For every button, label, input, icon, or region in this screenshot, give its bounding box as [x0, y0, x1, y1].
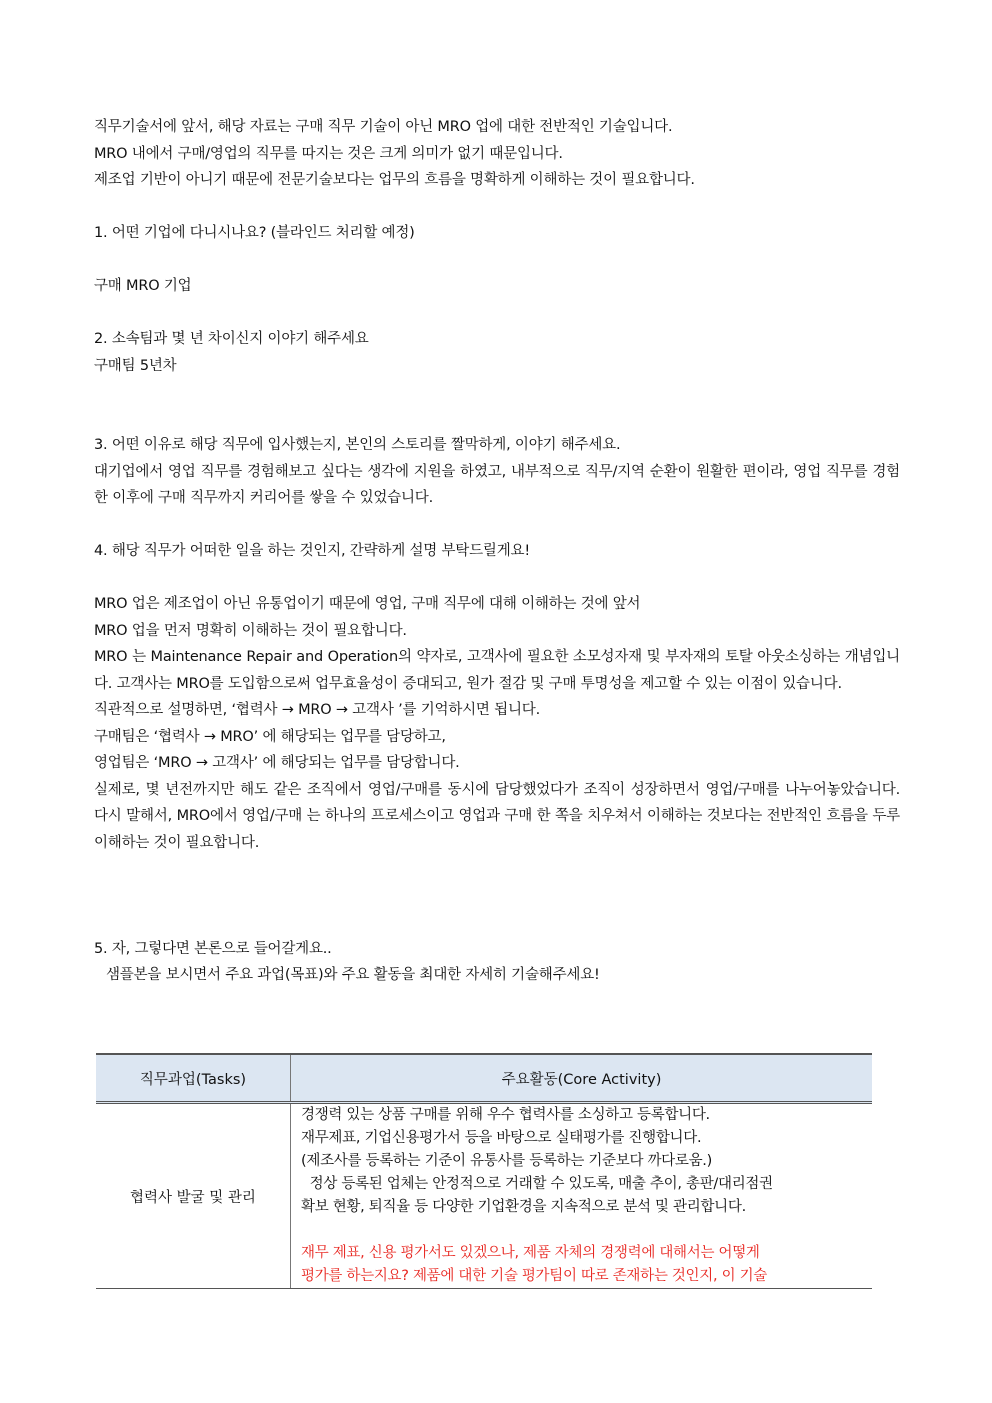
activity-line: 정상 등록된 업체는 안정적으로 거래할 수 있도록, 매출 추이, 총판/대리점권	[301, 1176, 773, 1192]
tasks-table-container	[96, 1053, 872, 1289]
answer-4-line-1: MRO 업은 제조업이 아닌 유통업이기 때문에 영업, 구매 직무에 대해 이해하는 것에 앞서	[94, 596, 641, 612]
activity-cell	[291, 1103, 873, 1289]
review-comment-line: 평가를 하는지요? 제품에 대한 기술 평가팀이 따로 존재하는 것인지, 이 기술	[301, 1268, 768, 1284]
answer-4-mro-definition: MRO 는 Maintenance Repair and Operation의 약자로, 고객사에 필요한 소모성자재 및 부자재의 토탈 아웃소싱하는 개념입니다. 고객사는 MRO를 도입함으로써 업무효율성이 증대되고, 원가 절감 및 구매 투명성을 제고할 수 있는 이점이 있습니다.	[94, 649, 900, 692]
activity-line: 확보 현황, 퇴직율 등 다양한 기업환경을 지속적으로 분석 및 관리합니다.	[301, 1199, 746, 1215]
answer-4-summary: 실제로, 몇 년전까지만 해도 같은 조직에서 영업/구매를 동시에 담당했었다가 조직이 성장하면서 영업/구매를 나누어놓았습니다. 다시 말해서, MRO에서 영업/구매 는 하나의 프로세스이고 영업과 구매 한 쪽을 치우쳐서 이해하는 것보다는 전반적인 흐름을 두루 이해하는 것이 필요합니다.	[94, 781, 900, 851]
answer-4-line-2: MRO 업을 먼저 명확히 이해하는 것이 필요합니다.	[94, 622, 407, 639]
activity-line: 재무제표, 기업신용평가서 등을 바탕으로 실태평가를 진행합니다.	[301, 1130, 702, 1146]
activity-line: (제조사를 등록하는 기준이 유통사를 등록하는 기준보다 까다로움.)	[301, 1153, 712, 1169]
task-cell: 협력사 발굴 및 관리	[96, 1103, 291, 1289]
question-2: 2. 소속팀과 몇 년 차이신지 이야기 해주세요	[94, 331, 369, 347]
question-1: 1. 어떤 기업에 다니시나요? (블라인드 처리할 예정)	[94, 225, 415, 241]
intro-line-3: 제조업 기반이 아니기 때문에 전문기술보다는 업무의 흐름을 명확하게 이해하는 것이 필요합니다.	[94, 172, 695, 188]
answer-1: 구매 MRO 기업	[94, 278, 192, 294]
tasks-table	[96, 1053, 872, 1289]
header-core-activity: 주요활동(Core Activity)	[291, 1054, 873, 1103]
answer-2: 구매팀 5년차	[94, 357, 177, 374]
document-body	[94, 114, 900, 989]
answer-4-flow: 직관적으로 설명하면, ‘협력사 → MRO → 고객사 ’를 기억하시면 됩니다.	[94, 702, 540, 718]
activity-line: 경쟁력 있는 상품 구매를 위해 우수 협력사를 소싱하고 등록합니다.	[301, 1107, 710, 1123]
table-header-row	[96, 1054, 872, 1103]
answer-4-purchasing-team: 구매팀은 ‘협력사 → MRO’ 에 해당되는 업무를 담당하고,	[94, 728, 446, 745]
question-5-sub: 샘플본을 보시면서 주요 과업(목표)와 주요 활동을 최대한 자세히 기술해주세요!	[106, 967, 600, 983]
question-3: 3. 어떤 이유로 해당 직무에 입사했는지, 본인의 스토리를 짤막하게, 이야기 해주세요.	[94, 437, 621, 453]
review-comment-line: 재무 제표, 신용 평가서도 있겠으나, 제품 자체의 경쟁력에 대해서는 어떻게	[301, 1245, 760, 1261]
question-5: 5. 자, 그렇다면 본론으로 들어갈게요..	[94, 940, 332, 957]
answer-3: 대기업에서 영업 직무를 경험해보고 싶다는 생각에 지원을 하였고, 내부적으로 직무/지역 순환이 원활한 편이라, 영업 직무를 경험한 이후에 구매 직무까지 커리어를 쌓을 수 있었습니다.	[94, 463, 900, 506]
intro-line-2: MRO 내에서 구매/영업의 직무를 따지는 것은 크게 의미가 없기 때문입니다.	[94, 145, 563, 162]
table-row	[96, 1103, 872, 1289]
question-4: 4. 해당 직무가 어떠한 일을 하는 것인지, 간략하게 설명 부탁드릴게요!	[94, 543, 530, 559]
intro-line-1: 직무기술서에 앞서, 해당 자료는 구매 직무 기술이 아닌 MRO 업에 대한 전반적인 기술입니다.	[94, 119, 673, 135]
answer-4-sales-team: 영업팀은 ‘MRO → 고객사’ 에 해당되는 업무를 담당합니다.	[94, 755, 460, 771]
header-tasks: 직무과업(Tasks)	[96, 1054, 291, 1103]
